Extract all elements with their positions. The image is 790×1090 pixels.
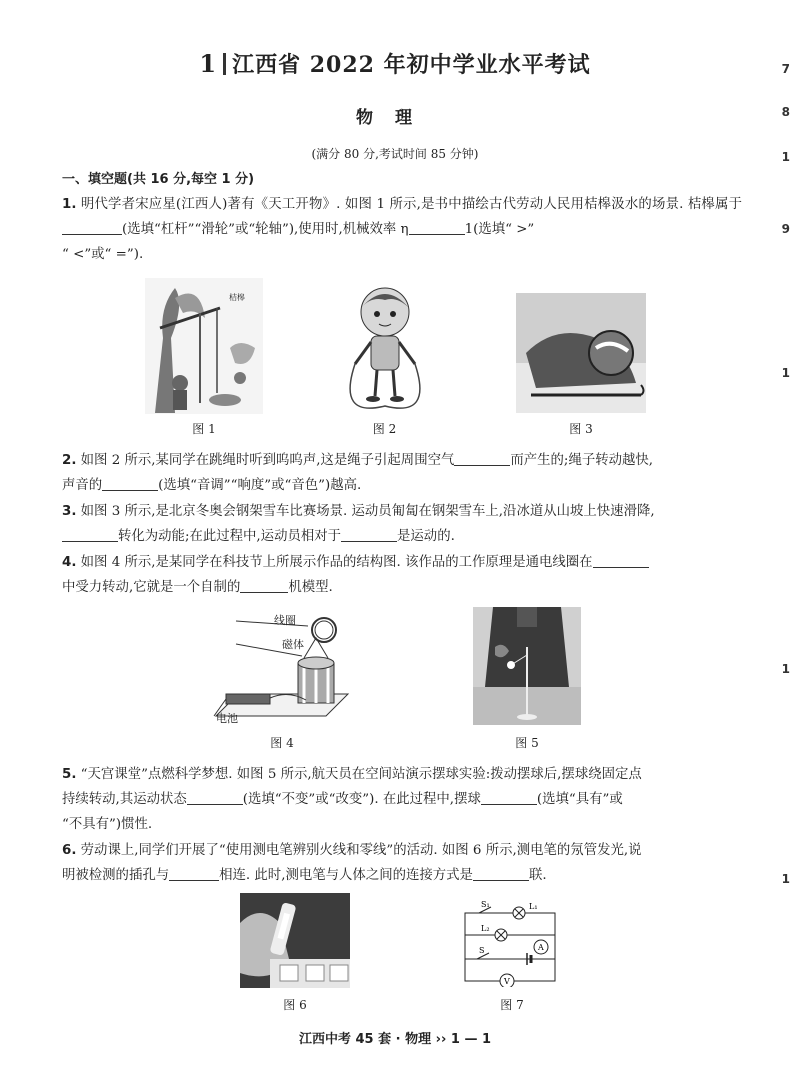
- question-1: [62, 192, 742, 267]
- voltmeter-label: V: [504, 977, 510, 986]
- edge-mark: 1: [781, 662, 790, 676]
- answer-blank[interactable]: [62, 527, 118, 542]
- subject-heading: 物理: [356, 108, 434, 128]
- question-text: 转化为动能;在此过程中,运动员相对于: [118, 529, 342, 544]
- battery-label: 电池: [216, 712, 238, 725]
- question-number: 2.: [62, 453, 77, 468]
- figure-4-diagram: [208, 608, 356, 726]
- question-text: 如图 3 所示,是北京冬奥会钢架雪车比赛场景. 运动员匍匐在钢架雪车上,沿冰道从山坡上快速滑降,: [80, 504, 655, 519]
- question-text: (选填“不变”或“改变”). 在此过程中,摆球: [242, 792, 481, 807]
- question-6: [62, 838, 742, 888]
- answer-blank[interactable]: [409, 220, 465, 235]
- figure-1-image: [145, 278, 263, 414]
- question-text: “不具有”)惯性.: [62, 817, 153, 832]
- magnet-label: 磁体: [282, 638, 304, 651]
- question-text: (选填“具有”或: [536, 792, 623, 807]
- figure-1-label: 桔槔: [229, 293, 245, 302]
- l2-label: L₂: [481, 924, 490, 933]
- question-2: [62, 448, 742, 498]
- question-text: 中受力转动,它就是一个自制的: [62, 580, 241, 595]
- figure-2-image: [327, 278, 442, 414]
- figure-7-caption: 图 7: [500, 998, 524, 1012]
- question-text: 1(选填“ >”: [464, 222, 535, 237]
- question-text: 如图 2 所示,某同学在跳绳时听到呜呜声,这是绳子引起周围空气: [80, 453, 455, 468]
- paper-number: 1: [199, 49, 218, 78]
- answer-blank[interactable]: [169, 866, 219, 881]
- question-4: [62, 550, 742, 600]
- question-number: 1.: [62, 197, 77, 212]
- question-text: 明被检测的插孔与: [62, 868, 170, 883]
- coil-label: 线圈: [274, 614, 296, 627]
- figure-6-image: [240, 893, 350, 988]
- page-footer: 江西中考 45 套 · 物理 ›› 1 — 1: [298, 1032, 492, 1047]
- question-number: 3.: [62, 504, 77, 519]
- edge-mark: 1: [781, 150, 790, 164]
- title-divider: [223, 53, 226, 75]
- answer-blank[interactable]: [593, 553, 649, 568]
- question-text: “天宫课堂”点燃科学梦想. 如图 5 所示,航天员在空间站演示摆球实验:拨动摆球后,摆球绕固定点: [80, 767, 642, 782]
- answer-blank[interactable]: [240, 578, 288, 593]
- figure-3-image: [516, 293, 646, 413]
- edge-mark: 1: [781, 366, 790, 380]
- exam-note: (满分 80 分,考试时间 85 分钟): [311, 147, 479, 161]
- section-heading: 一、填空题(共 16 分,每空 1 分): [62, 172, 255, 187]
- question-text: 是运动的.: [397, 529, 455, 544]
- figure-5-image: [473, 607, 581, 725]
- s-label: S: [479, 946, 485, 955]
- figure-4-caption: 图 4: [270, 736, 294, 750]
- exam-title: [0, 48, 790, 79]
- answer-blank[interactable]: [473, 866, 529, 881]
- ammeter-label: A: [538, 943, 544, 952]
- question-text: 相连. 此时,测电笔与人体之间的连接方式是: [219, 868, 473, 883]
- question-text: (选填“杠杆”“滑轮”或“轮轴”),使用时,机械效率 η: [122, 222, 409, 237]
- figure-2-caption: 图 2: [372, 422, 397, 436]
- figure-5-caption: 图 5: [515, 736, 539, 750]
- edge-mark: 7: [781, 62, 790, 76]
- answer-blank[interactable]: [187, 790, 243, 805]
- answer-blank[interactable]: [102, 476, 158, 491]
- question-text: 如图 4 所示,是某同学在科技节上所展示作品的结构图. 该作品的工作原理是通电线圈在: [80, 555, 593, 570]
- paper-title: 江西省 2022 年初中学业水平考试: [232, 52, 591, 78]
- question-text: (选填“音调”“响度”或“音色”)越高.: [158, 478, 362, 493]
- figure-6-caption: 图 6: [283, 998, 307, 1012]
- s1-label: S₁: [481, 900, 490, 909]
- question-text: 明代学者宋应星(江西人)著有《天工开物》. 如图 1 所示,是书中描绘古代劳动人民用桔槔汲水的场景. 桔槔属于: [80, 197, 742, 212]
- figure-7-circuit: [457, 897, 567, 987]
- question-number: 4.: [62, 555, 77, 570]
- figure-3-caption: 图 3: [569, 422, 593, 436]
- answer-blank[interactable]: [341, 527, 397, 542]
- question-3: [62, 499, 742, 549]
- figure-1-caption: 图 1: [192, 422, 216, 436]
- question-5: [62, 762, 742, 837]
- l1-label: L₁: [529, 902, 538, 911]
- edge-mark: 1: [781, 872, 790, 886]
- question-text: 劳动课上,同学们开展了“使用测电笔辨别火线和零线”的活动. 如图 6 所示,测电笔的氖管发光,说: [80, 843, 642, 858]
- answer-blank[interactable]: [62, 220, 122, 235]
- question-text: 而产生的;绳子转动越快,: [510, 453, 654, 468]
- edge-mark: 8: [781, 105, 790, 119]
- question-number: 5.: [62, 767, 77, 782]
- question-text: 声音的: [62, 478, 103, 493]
- question-text: 机模型.: [288, 580, 333, 595]
- question-text: “ <”或“ =”).: [62, 247, 144, 262]
- question-text: 持续转动,其运动状态: [62, 792, 187, 807]
- answer-blank[interactable]: [454, 451, 510, 466]
- question-text: 联.: [528, 868, 547, 883]
- question-number: 6.: [62, 843, 77, 858]
- edge-mark: 9: [781, 222, 790, 236]
- answer-blank[interactable]: [481, 790, 537, 805]
